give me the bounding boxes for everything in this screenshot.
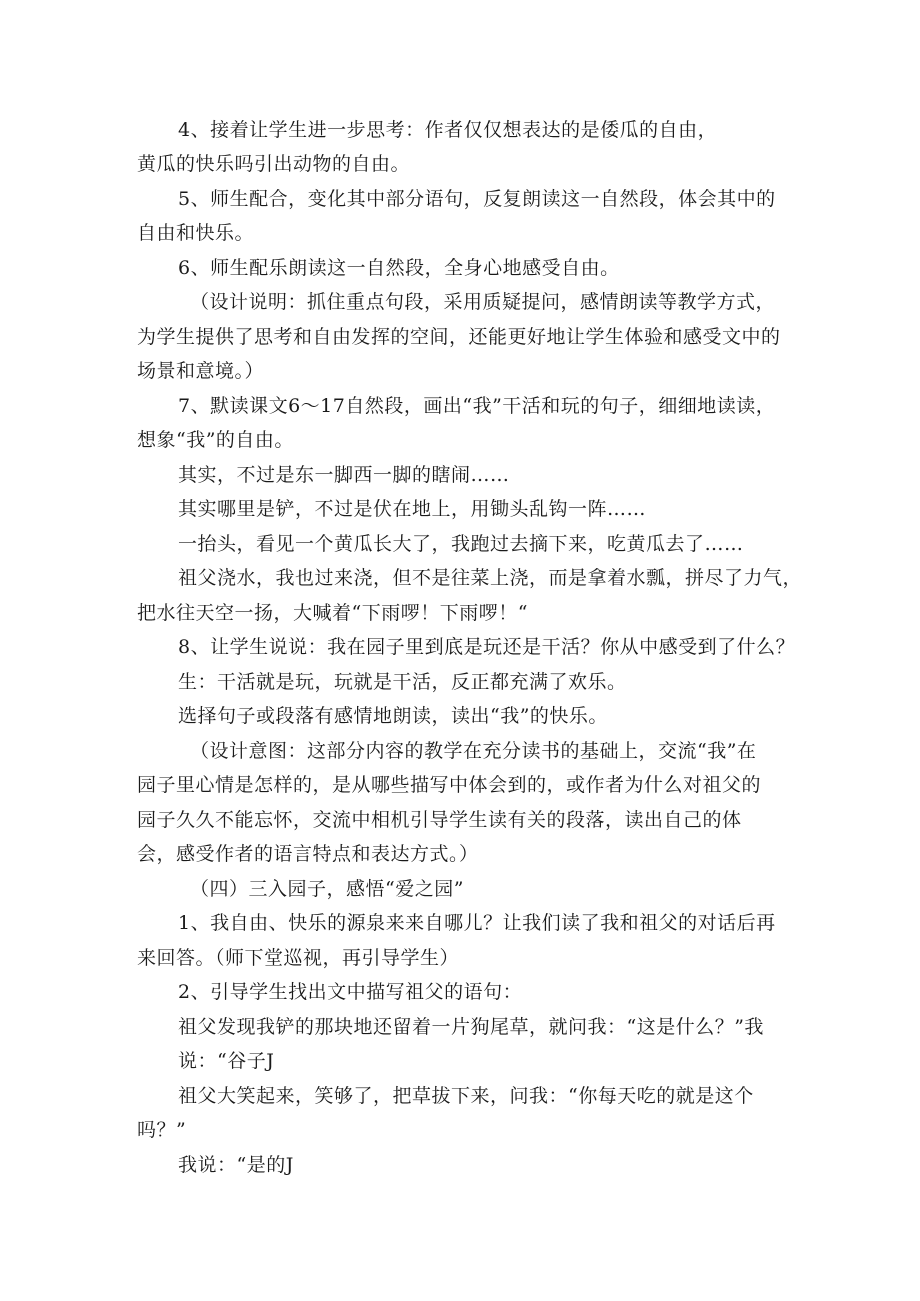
- text-line-5: 6、师生配乐朗读这一自然段，全身心地感受自由。: [178, 257, 620, 279]
- section-heading: （四）三入园子，感悟“爱之园”: [190, 878, 464, 900]
- text-line-4: 自由和快乐。: [137, 222, 255, 244]
- text-line-29: 祖父大笑起来，笑够了，把草拔下来，问我：“你每天吃的就是这个: [178, 1085, 754, 1107]
- text-line-27: 祖父发现我铲的那块地还留着一片狗尾草，就问我：“这是什么？”我: [178, 1016, 764, 1038]
- text-line-21: 园子久久不能忘怀，交流中相机引导学生读有关的段落，读出自己的体: [137, 809, 742, 831]
- text-line-2: 黄瓜的快乐吗引出动物的自由。: [137, 153, 411, 175]
- text-line-19: （设计意图：这部分内容的教学在充分读书的基础上，交流“我”在: [190, 740, 757, 762]
- text-line-18: 选择句子或段落有感情地朗读，读出“我”的快乐。: [178, 705, 608, 727]
- text-line-14: 祖父浇水，我也过来浇，但不是往菜上浇，而是拿着水瓢，拼尽了力气，: [178, 567, 803, 589]
- text-line-11: 其实，不过是东一脚西一脚的瞎闹……: [178, 464, 510, 486]
- text-line-6: （设计说明：抓住重点句段，采用质疑提问，感情朗读等教学方式，: [190, 291, 776, 313]
- text-line-22: 会，感受作者的语言特点和表达方式。）: [137, 843, 479, 865]
- text-line-30: 吗？”: [137, 1119, 187, 1141]
- text-line-31: 我说：“是的J: [178, 1154, 294, 1176]
- text-line-9: 7、默读课文6～17自然段，画出“我”干活和玩的句子，细细地读读，: [178, 395, 776, 417]
- text-line-7: 为学生提供了思考和自由发挥的空间，还能更好地让学生体验和感受文中的: [137, 326, 781, 348]
- text-line-28: 说：“谷子J: [178, 1050, 275, 1072]
- text-line-1: 4、接着让学生进一步思考：作者仅仅想表达的是倭瓜的自由，: [178, 119, 718, 141]
- text-line-25: 来回答。（师下堂巡视，再引导学生）: [137, 947, 460, 969]
- text-line-24: 1、我自由、快乐的源泉来来自哪儿？让我们读了我和祖父的对话后再: [178, 912, 776, 934]
- text-line-16: 8、让学生说说：我在园子里到底是玩还是干活？你从中感受到了什么？: [178, 636, 796, 658]
- text-line-15: 把水往天空一扬，大喊着“下雨啰！下雨啰！“: [137, 602, 528, 624]
- text-line-12: 其实哪里是铲，不过是伏在地上，用锄头乱钩一阵……: [178, 498, 647, 520]
- text-line-8: 场景和意境。）: [137, 360, 265, 382]
- text-line-26: 2、引导学生找出文中描写祖父的语句：: [178, 981, 523, 1003]
- text-line-13: 一抬头，看见一个黄瓜长大了，我跑过去摘下来，吃黄瓜去了……: [178, 533, 744, 555]
- text-line-17: 生：干活就是玩，玩就是干活，反正都充满了欢乐。: [178, 671, 627, 693]
- text-line-3: 5、师生配合，变化其中部分语句，反复朗读这一自然段，体会其中的: [178, 188, 776, 210]
- text-line-10: 想象“我”的自由。: [137, 429, 294, 451]
- text-line-20: 园子里心情是怎样的，是从哪些描写中体会到的，或作者为什么对祖父的: [137, 774, 762, 796]
